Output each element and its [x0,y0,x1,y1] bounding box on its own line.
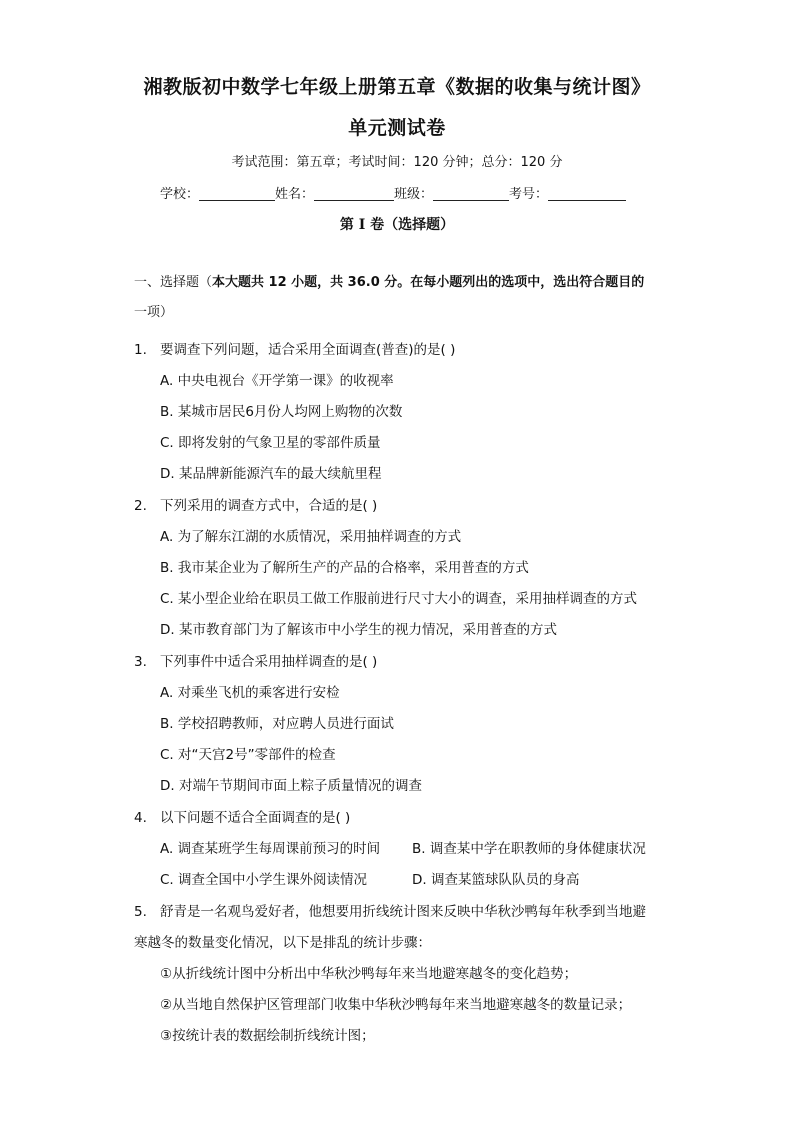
question-number: 2. [134,498,147,514]
q2-option-b: B. 我市某企业为了解所生产的产品的合格率，采用普查的方式 [160,560,529,576]
q4-option-a: A. 调查某班学生每周课前预习的时间 [160,841,381,857]
question-2 [134,494,377,514]
exam-number-label: 考号： [509,187,549,202]
question-3 [134,650,377,670]
exam-info: 考试范围：第五章；考试时间：120 分钟；总分：120 分 [231,155,563,170]
exam-title-line1: 湘教版初中数学七年级上册第五章《数据的收集与统计图》 [143,76,651,98]
school-label: 学校： [160,187,200,202]
q2-option-c: C. 某小型企业给在职员工做工作服前进行尺寸大小的调查，采用抽样调查的方式 [160,591,638,607]
question-number: 3. [134,654,147,670]
q1-option-c: C. 即将发射的气象卫星的零部件质量 [160,435,381,451]
question-stem: 以下问题不适合全面调查的是( ) [160,810,351,826]
q3-option-c: C. 对“天宫2号”零部件的检查 [160,747,336,763]
question-stem: 下列采用的调查方式中，合适的是( ) [160,498,378,514]
section-instructions: 本大题共 12 小题，共 36.0 分。在每小题列出的选项中，选出符合题目的 [212,275,645,290]
q1-option-b: B. 某城市居民6月份人均网上购物的次数 [160,404,403,420]
q3-option-d: D. 对端午节期间市面上粽子质量情况的调查 [160,778,422,794]
question-number: 5. [134,904,147,920]
question-number: 1. [134,342,147,358]
q1-option-d: D. 某品牌新能源汽车的最大续航里程 [160,466,382,482]
question-stem: 下列事件中适合采用抽样调查的是( ) [160,654,378,670]
q4-option-b: B. 调查某中学在职教师的身体健康状况 [412,841,646,857]
question-4 [134,806,350,826]
class-blank [433,186,509,201]
q5-stem-line2: 寒越冬的数量变化情况，以下是排乱的统计步骤： [134,935,431,951]
q5-step-1: ①从折线统计图中分析出中华秋沙鸭每年来当地避寒越冬的变化趋势； [160,966,578,982]
q3-option-a: A. 对乘坐飞机的乘客进行安检 [160,685,340,701]
school-blank [199,186,275,201]
section-instructions-line2: 一项） [134,305,174,320]
student-info-fields [160,183,626,202]
q4-option-d: D. 调查某篮球队队员的身高 [412,872,580,888]
q1-option-a: A. 中央电视台《开学第一课》的收视率 [160,373,394,389]
question-stem: 舒青是一名观鸟爱好者，他想要用折线统计图来反映中华秋沙鸭每年秋季到当地避 [160,904,646,920]
q4-option-c: C. 调查全国中小学生课外阅读情况 [160,872,368,888]
question-number: 4. [134,810,147,826]
class-label: 班级： [394,187,434,202]
q5-step-3: ③按统计表的数据绘制折线统计图； [160,1028,375,1044]
question-5 [134,900,646,920]
section-heading [134,268,674,328]
name-blank [314,186,394,201]
q2-option-a: A. 为了解东江湖的水质情况，采用抽样调查的方式 [160,529,462,545]
exam-number-blank [548,186,626,201]
exam-title-line2: 单元测试卷 [348,117,446,139]
volume-title: 第 I 卷（选择题） [339,217,455,233]
name-label: 姓名： [275,187,315,202]
q3-option-b: B. 学校招聘教师，对应聘人员进行面试 [160,716,394,732]
q2-option-d: D. 某市教育部门为了解该市中小学生的视力情况，采用普查的方式 [160,622,557,638]
section-prefix: 一、选择题（ [134,275,213,290]
question-1 [134,338,455,358]
question-stem: 要调查下列问题，适合采用全面调查(普查)的是( ) [160,342,456,358]
q5-step-2: ②从当地自然保护区管理部门收集中华秋沙鸭每年来当地避寒越冬的数量记录； [160,997,632,1013]
